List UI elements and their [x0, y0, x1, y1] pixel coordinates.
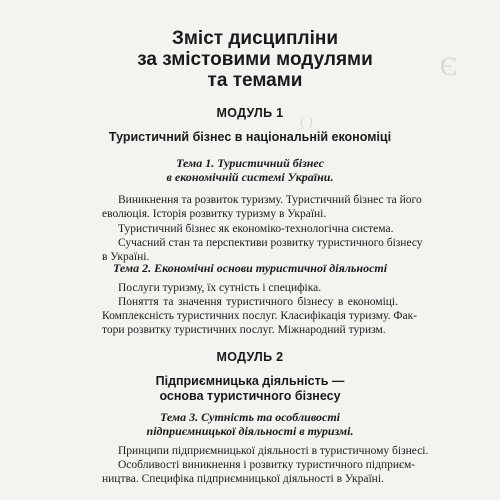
paragraph-line: тори розвитку туристичних послуг. Міжнародний туризм. — [102, 324, 386, 336]
topic-title-line: Тема 2. Економічні основи туристичної діяльності — [112, 261, 388, 275]
page-title-line: за змістовими модулями — [137, 49, 373, 70]
paragraph — [102, 458, 416, 486]
module-title-line: основа туристичного бізнесу — [159, 389, 341, 403]
module-heading: МОДУЛЬ 2 — [216, 350, 284, 364]
paragraph-line: Сучасний стан та перспективи розвитку туристичного бізнесу — [118, 237, 423, 249]
topic-title — [0, 410, 500, 438]
paragraph — [102, 444, 429, 458]
module-title — [0, 374, 500, 404]
topic-title-line: в економічній системі України. — [166, 170, 334, 184]
paragraph-line: еволюція. Історія розвитку туризму в Україні. — [102, 208, 327, 220]
topic-title-line: Тема 1. Туристичний бізнес — [176, 156, 324, 170]
paragraph-line: Послуги туризму, їх сутність і специфіка. — [118, 282, 322, 294]
page-title-line: Зміст дисципліни — [171, 28, 339, 49]
paragraph — [102, 222, 398, 236]
paragraph-line: ництва. Специфіка підприємницької діяльності в Україні. — [102, 473, 384, 485]
paragraph-line: Принципи підприємницької діяльності в туристичному бізнесі. — [118, 445, 429, 457]
paragraph-line: Поняття та значення туристичного бізнесу в економіці. — [118, 296, 398, 308]
topic-title-line: Тема 3. Сутність та особливості — [159, 410, 341, 424]
paragraph — [102, 295, 417, 337]
paragraph — [102, 193, 422, 221]
bleed-through-mark: ( ) — [300, 115, 313, 130]
paragraph-line: Туристичний бізнес як економіко-технологічна система. — [118, 223, 394, 235]
topic-title — [0, 156, 500, 184]
topic-title-line: підприємницької діяльності в туризмі. — [146, 424, 354, 438]
paragraph — [102, 236, 423, 264]
page-title — [105, 28, 405, 91]
module-title — [0, 130, 500, 145]
module-heading: МОДУЛЬ 1 — [216, 106, 284, 120]
module-title-line: Туристичний бізнес в національній економіці — [108, 130, 392, 144]
module-title-line: Підприємницька діяльність — — [155, 374, 345, 388]
bleed-through-mark: Є — [440, 52, 458, 81]
topic-title — [0, 261, 500, 275]
paragraph — [102, 281, 398, 295]
paragraph-line: в Україні. — [102, 251, 150, 263]
paragraph-line: Особливості виникнення і розвитку туристичного підприєм- — [118, 459, 416, 471]
paragraph-line: Виникнення та розвиток туризму. Туристичний бізнес та його — [118, 194, 422, 206]
paragraph-line: Комплексність туристичних послуг. Класифікація туризму. Фак- — [102, 310, 417, 322]
page-title-line: та темами — [207, 70, 303, 91]
